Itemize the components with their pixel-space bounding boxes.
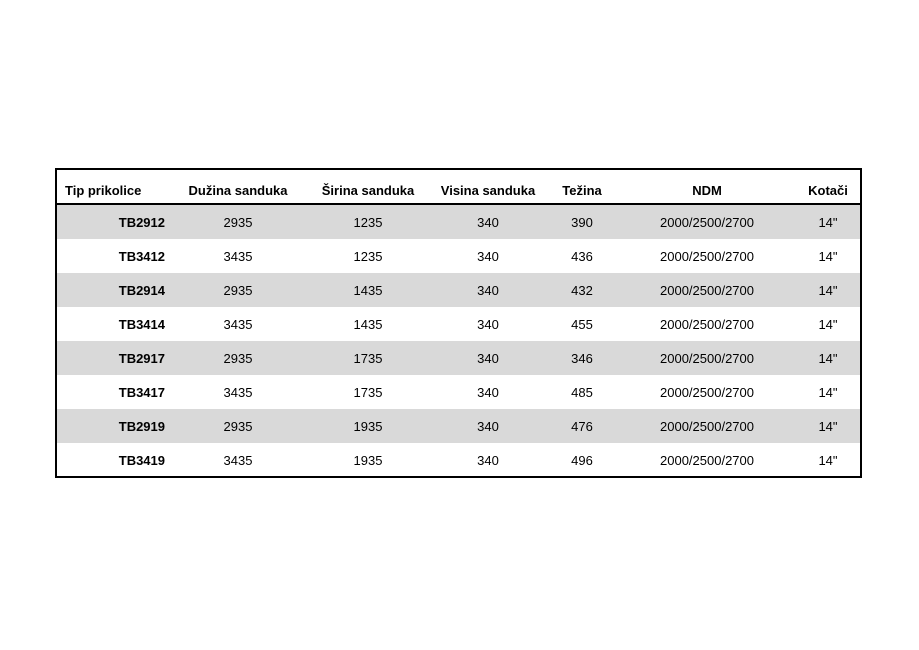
- cell-tezina: 496: [571, 452, 593, 468]
- cell-ndm: 2000/2500/2700: [660, 282, 754, 298]
- cell-visina: 340: [477, 282, 499, 298]
- cell-visina: 340: [477, 418, 499, 434]
- cell-tezina: 346: [571, 350, 593, 366]
- cell-model: TB3414: [118, 316, 165, 332]
- cell-tezina: 436: [571, 248, 593, 264]
- cell-duzina: 2935: [223, 282, 253, 298]
- table-row: [57, 341, 860, 375]
- table-row: [57, 239, 860, 273]
- cell-duzina: 2935: [223, 350, 253, 366]
- cell-visina: 340: [477, 384, 499, 400]
- cell-sirina: 1735: [353, 350, 383, 366]
- cell-visina: 340: [477, 214, 499, 230]
- table-header-row: [57, 170, 860, 205]
- cell-model: TB2914: [118, 282, 165, 298]
- cell-kotaci: 14": [818, 316, 838, 332]
- cell-model: TB3419: [118, 452, 165, 468]
- cell-tezina: 476: [571, 418, 593, 434]
- header-sirina-sanduka: Širina sanduka: [321, 183, 415, 198]
- cell-ndm: 2000/2500/2700: [660, 316, 754, 332]
- cell-tezina: 390: [571, 214, 593, 230]
- cell-kotaci: 14": [818, 452, 838, 468]
- cell-tezina: 485: [571, 384, 593, 400]
- cell-tezina: 432: [571, 282, 593, 298]
- cell-ndm: 2000/2500/2700: [660, 248, 754, 264]
- table-row: [57, 205, 860, 239]
- cell-duzina: 3435: [223, 384, 253, 400]
- header-duzina-sanduka: Dužina sanduka: [188, 183, 288, 198]
- cell-duzina: 3435: [223, 248, 253, 264]
- cell-visina: 340: [477, 350, 499, 366]
- cell-model: TB3412: [118, 248, 165, 264]
- header-tezina: Težina: [562, 183, 602, 198]
- cell-kotaci: 14": [818, 248, 838, 264]
- cell-ndm: 2000/2500/2700: [660, 384, 754, 400]
- cell-model: TB2919: [118, 418, 165, 434]
- cell-sirina: 1235: [353, 214, 383, 230]
- cell-ndm: 2000/2500/2700: [660, 350, 754, 366]
- cell-duzina: 3435: [223, 316, 253, 332]
- cell-duzina: 2935: [223, 418, 253, 434]
- table-row: [57, 375, 860, 409]
- cell-sirina: 1435: [353, 316, 383, 332]
- cell-duzina: 3435: [223, 452, 253, 468]
- spec-table: [55, 168, 862, 478]
- header-visina-sanduka: Visina sanduka: [440, 183, 536, 198]
- cell-kotaci: 14": [818, 418, 838, 434]
- cell-duzina: 2935: [223, 214, 253, 230]
- cell-kotaci: 14": [818, 350, 838, 366]
- cell-visina: 340: [477, 316, 499, 332]
- table-row: [57, 273, 860, 307]
- cell-sirina: 1435: [353, 282, 383, 298]
- table-row: [57, 409, 860, 443]
- cell-sirina: 1235: [353, 248, 383, 264]
- cell-sirina: 1935: [353, 452, 383, 468]
- header-kotaci: Kotači: [808, 183, 848, 198]
- cell-visina: 340: [477, 452, 499, 468]
- cell-ndm: 2000/2500/2700: [660, 452, 754, 468]
- cell-kotaci: 14": [818, 384, 838, 400]
- cell-tezina: 455: [571, 316, 593, 332]
- header-tip-prikolice: Tip prikolice: [65, 183, 142, 198]
- cell-model: TB3417: [118, 384, 165, 400]
- table-row: [57, 307, 860, 341]
- cell-visina: 340: [477, 248, 499, 264]
- cell-ndm: 2000/2500/2700: [660, 214, 754, 230]
- cell-ndm: 2000/2500/2700: [660, 418, 754, 434]
- header-ndm: NDM: [692, 183, 722, 198]
- cell-model: TB2917: [118, 350, 165, 366]
- cell-model: TB2912: [118, 214, 165, 230]
- cell-kotaci: 14": [818, 214, 838, 230]
- cell-kotaci: 14": [818, 282, 838, 298]
- table-row: [57, 443, 860, 477]
- cell-sirina: 1735: [353, 384, 383, 400]
- cell-sirina: 1935: [353, 418, 383, 434]
